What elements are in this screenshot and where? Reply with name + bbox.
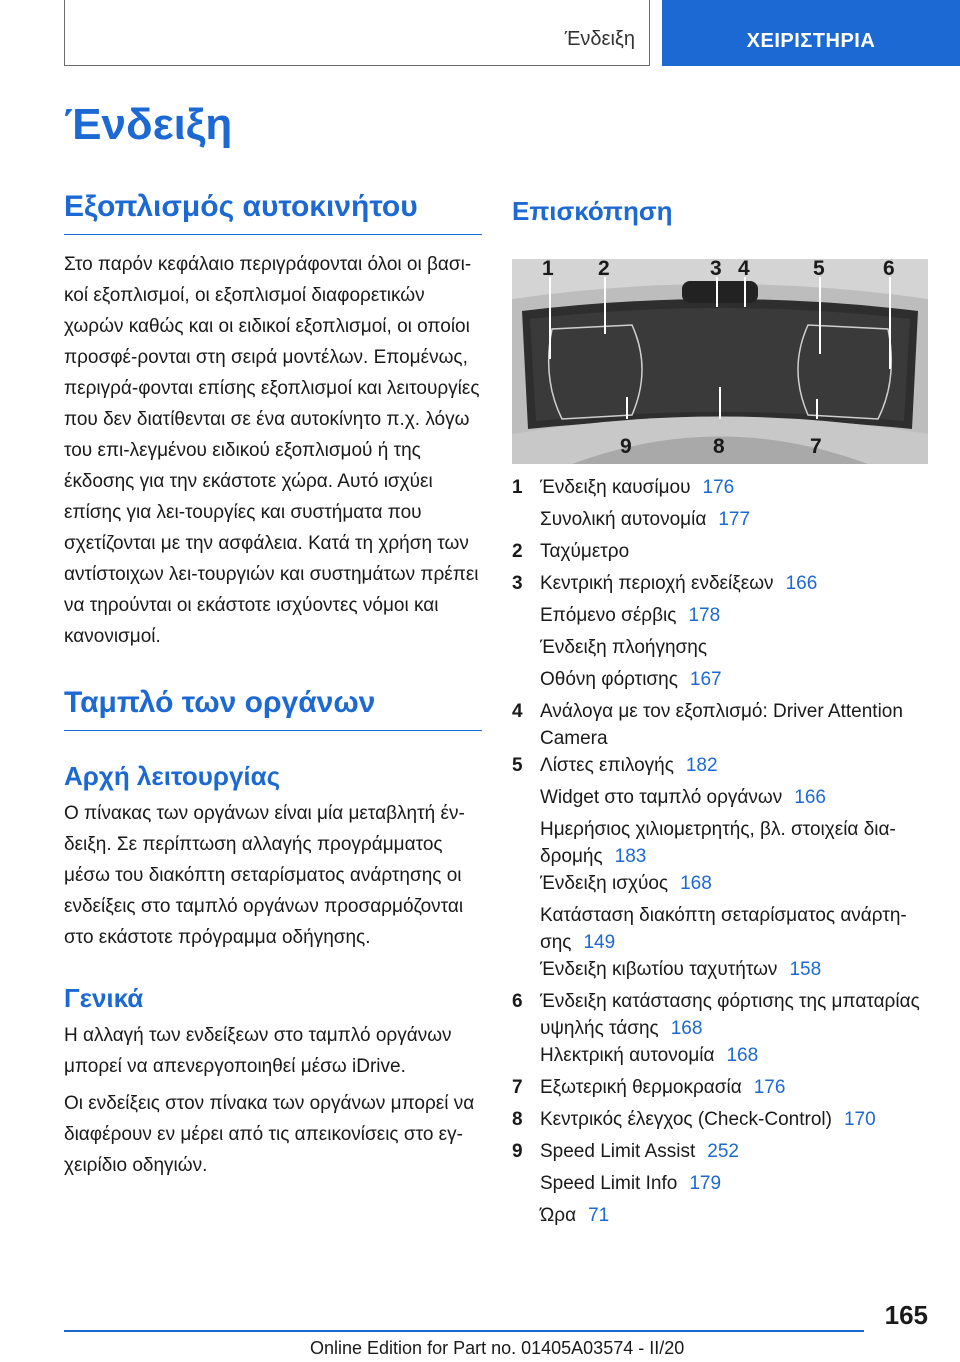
page-reference-link[interactable]: 178 [688,605,721,626]
subsection-title-general: Γενικά [64,983,144,1013]
legend-number: 6 [512,991,523,1012]
legend-text [540,988,928,1042]
legend-number: 7 [512,1077,523,1098]
page-reference-link[interactable]: 168 [680,873,712,894]
legend-label: Ημερήσιος χιλιομετρητής, βλ. στοιχεία δια-δρομής [540,819,896,867]
legend-text [540,1042,928,1074]
legend-label: Κεντρική περιοχή ενδείξεων [540,573,774,594]
legend-number [512,902,540,956]
legend-item [512,956,928,988]
section-title-instrument-cluster: Ταμπλό των οργάνων [64,686,482,731]
legend-text [540,1202,928,1234]
legend-label: Κατάσταση διακόπτη σεταρίσματος ανάρτη-σης [540,905,907,953]
legend-number [512,1042,540,1074]
legend-text [540,1106,928,1138]
legend-text [540,1074,928,1106]
legend-number: 4 [512,701,523,722]
page-reference-link[interactable]: 166 [794,787,826,808]
legend-label: Κεντρικός έλεγχος (Check-Control) [540,1109,832,1130]
page-reference-link[interactable]: 168 [726,1045,759,1066]
page-reference-link[interactable]: 252 [707,1141,739,1162]
diagram-label-7: 7 [810,435,822,458]
legend-text [540,956,928,988]
legend-label: Speed Limit Info [540,1173,678,1194]
legend-text [540,634,928,666]
legend-label: Ένδειξη καυσίμου [540,477,691,498]
legend-text [540,752,928,784]
page-reference-link[interactable]: 182 [685,755,718,776]
diagram-label-5: 5 [813,259,825,280]
page-number: 165 [884,1300,928,1330]
legend-item [512,666,928,698]
legend-number [512,784,540,816]
legend-text [540,902,928,956]
page-reference-link[interactable]: 167 [689,669,722,690]
legend-number [512,666,540,698]
legend-text [540,538,928,570]
legend-text [540,698,928,752]
edition-text: Online Edition for Part no. 01405A03574 - II/20 [310,1338,685,1358]
legend-item [512,1170,928,1202]
diagram-label-3: 3 [710,259,722,280]
section-tab [64,0,650,66]
section-tab-label: Ένδειξη [564,28,635,50]
legend-text [540,784,928,816]
page-title: Ένδειξη [64,100,233,149]
section-title-equipment: Εξοπλισμός αυτοκινήτου [64,190,482,235]
legend-number [512,506,540,538]
page-reference-link[interactable]: 183 [614,846,647,867]
diagram-label-2: 2 [598,259,610,280]
legend-text [540,816,928,870]
diagram-label-9: 9 [620,435,632,458]
legend-item [512,1138,928,1170]
page-reference-link[interactable]: 71 [588,1205,610,1226]
legend-label: Ένδειξη πλοήγησης [540,637,707,658]
legend-text [540,602,928,634]
page-reference-link[interactable]: 170 [843,1109,876,1130]
equipment-paragraph: Στο παρόν κεφάλαιο περιγράφονται όλοι οι βασι-κοί εξοπλισμοί, οι εξοπλισμοί διαφορετικών χωρών καθώς και οι ειδικοί εξοπλισμοί, οι οποίοι προσφέ-ρονται στη σειρά μοντέλων. Επομένως, περιγρά-φονται επίσης εξοπλισμοί και λειτουργίες που δεν διατίθενται σε ένα αυτοκίνητο π.χ. λόγω του επι-λεγμένου ειδικού εξοπλισμού ή της έκδοσης για την εκάστοτε χώρα. Αυτό ισχύει επίσης για λει-τουργίες και συστήματα που σχετίζονται με την ασφάλεια. Κατά τη χρήση των αντίστοιχων λει-τουργιών και συστημάτων πρέπει να τηρούνται οι εκάστοτε ισχύοντες νόμοι και κανονισμοί. [64,254,480,647]
page-reference-link[interactable]: 158 [789,959,822,980]
legend-item [512,1106,928,1138]
legend-item [512,1202,928,1234]
diagram-label-1: 1 [542,259,554,280]
page-reference-link[interactable]: 176 [702,477,735,498]
legend-item [512,870,928,902]
legend-text [540,474,928,506]
legend-number: 8 [512,1109,523,1130]
footer-divider [64,1330,864,1332]
legend-label: Ένδειξη κατάστασης φόρτισης της μπαταρίας υψηλής τάσης [540,991,920,1039]
legend-item [512,816,928,870]
page-header [0,0,960,66]
legend-item [512,1074,928,1106]
legend-number [512,870,540,902]
legend-number: 1 [512,477,523,498]
legend-text [540,1170,928,1202]
legend-item [512,634,928,666]
page-reference-link[interactable]: 177 [718,509,751,530]
legend-item [512,570,928,602]
diagram-label-4: 4 [738,259,750,280]
legend-text [540,506,928,538]
legend-item [512,506,928,538]
legend-label: Συνολική αυτονομία [540,509,707,530]
legend-number [512,816,540,870]
legend-text [540,666,928,698]
legend-number [512,1202,540,1234]
legend-text [540,870,928,902]
legend-item [512,988,928,1042]
legend-item [512,784,928,816]
legend-number: 9 [512,1141,523,1162]
principle-paragraph: Ο πίνακας των οργάνων είναι μία μεταβλητή έν-δειξη. Σε περίπτωση αλλαγής προγράμματος μέσω του διακόπτη σεταρίσματος ανάρτησης οι ενδείξεις στο ταμπλό οργάνων προσαρμόζονται στο εκάστοτε πρόγραμμα οδήγησης. [64,803,465,948]
legend-text [540,1138,928,1170]
chapter-tab-label: ΧΕΙΡΙΣΤΗΡΙΑ [746,30,876,52]
left-column [64,190,482,1181]
subsection-title-principle: Αρχή λειτουργίας [64,761,281,791]
legend-label: Ένδειξη ισχύος [540,873,669,894]
legend-number [512,956,540,988]
legend-number: 2 [512,541,523,562]
page-reference-link[interactable]: 168 [670,1018,703,1039]
diagram-label-6: 6 [883,259,895,280]
page-reference-link[interactable]: 166 [785,573,818,594]
legend-label: Ηλεκτρική αυτονομία [540,1045,715,1066]
page-reference-link[interactable]: 149 [583,932,616,953]
page-reference-link[interactable]: 179 [689,1173,722,1194]
legend-number [512,602,540,634]
legend-item [512,902,928,956]
legend-item [512,752,928,784]
legend-label: Οθόνη φόρτισης [540,669,678,690]
chapter-tab [662,0,960,66]
cluster-illustration [512,259,928,464]
legend-label: Speed Limit Assist [540,1141,696,1162]
legend-label: Επόμενο σέρβις [540,605,677,626]
page-reference-link[interactable]: 176 [753,1077,786,1098]
legend-label: Ώρα [540,1205,577,1226]
legend-label: Εξωτερική θερμοκρασία [540,1077,742,1098]
legend-item [512,538,928,570]
general-paragraph-1: Η αλλαγή των ενδείξεων στο ταμπλό οργάνων μπορεί να απενεργοποιηθεί μέσω iDrive. [64,1025,452,1077]
overview-title: Επισκόπηση [512,196,673,226]
legend-text [540,570,928,602]
general-paragraph-2: Οι ενδείξεις στον πίνακα των οργάνων μπορεί να διαφέρουν εν μέρει από τις απεικονίσεις στο εγ-χειρίδιο οδηγιών. [64,1093,475,1176]
legend-label: Λίστες επιλογής [540,755,674,776]
legend-label: Ανάλογα με τον εξοπλισμό: Driver Attention Camera [540,701,903,749]
legend-number: 3 [512,573,523,594]
instrument-cluster-diagram [512,259,928,464]
legend-number [512,634,540,666]
legend-item [512,602,928,634]
legend-label: Ένδειξη κιβωτίου ταχυτήτων [540,959,778,980]
legend-item [512,698,928,752]
diagram-label-8: 8 [713,435,725,458]
right-column [512,190,928,1234]
legend-number [512,1170,540,1202]
legend-label: Ταχύμετρο [540,541,630,562]
legend-item [512,1042,928,1074]
legend-number: 5 [512,755,523,776]
legend-item [512,474,928,506]
legend-label: Widget στο ταμπλό οργάνων [540,787,783,808]
legend-list [512,474,928,1234]
